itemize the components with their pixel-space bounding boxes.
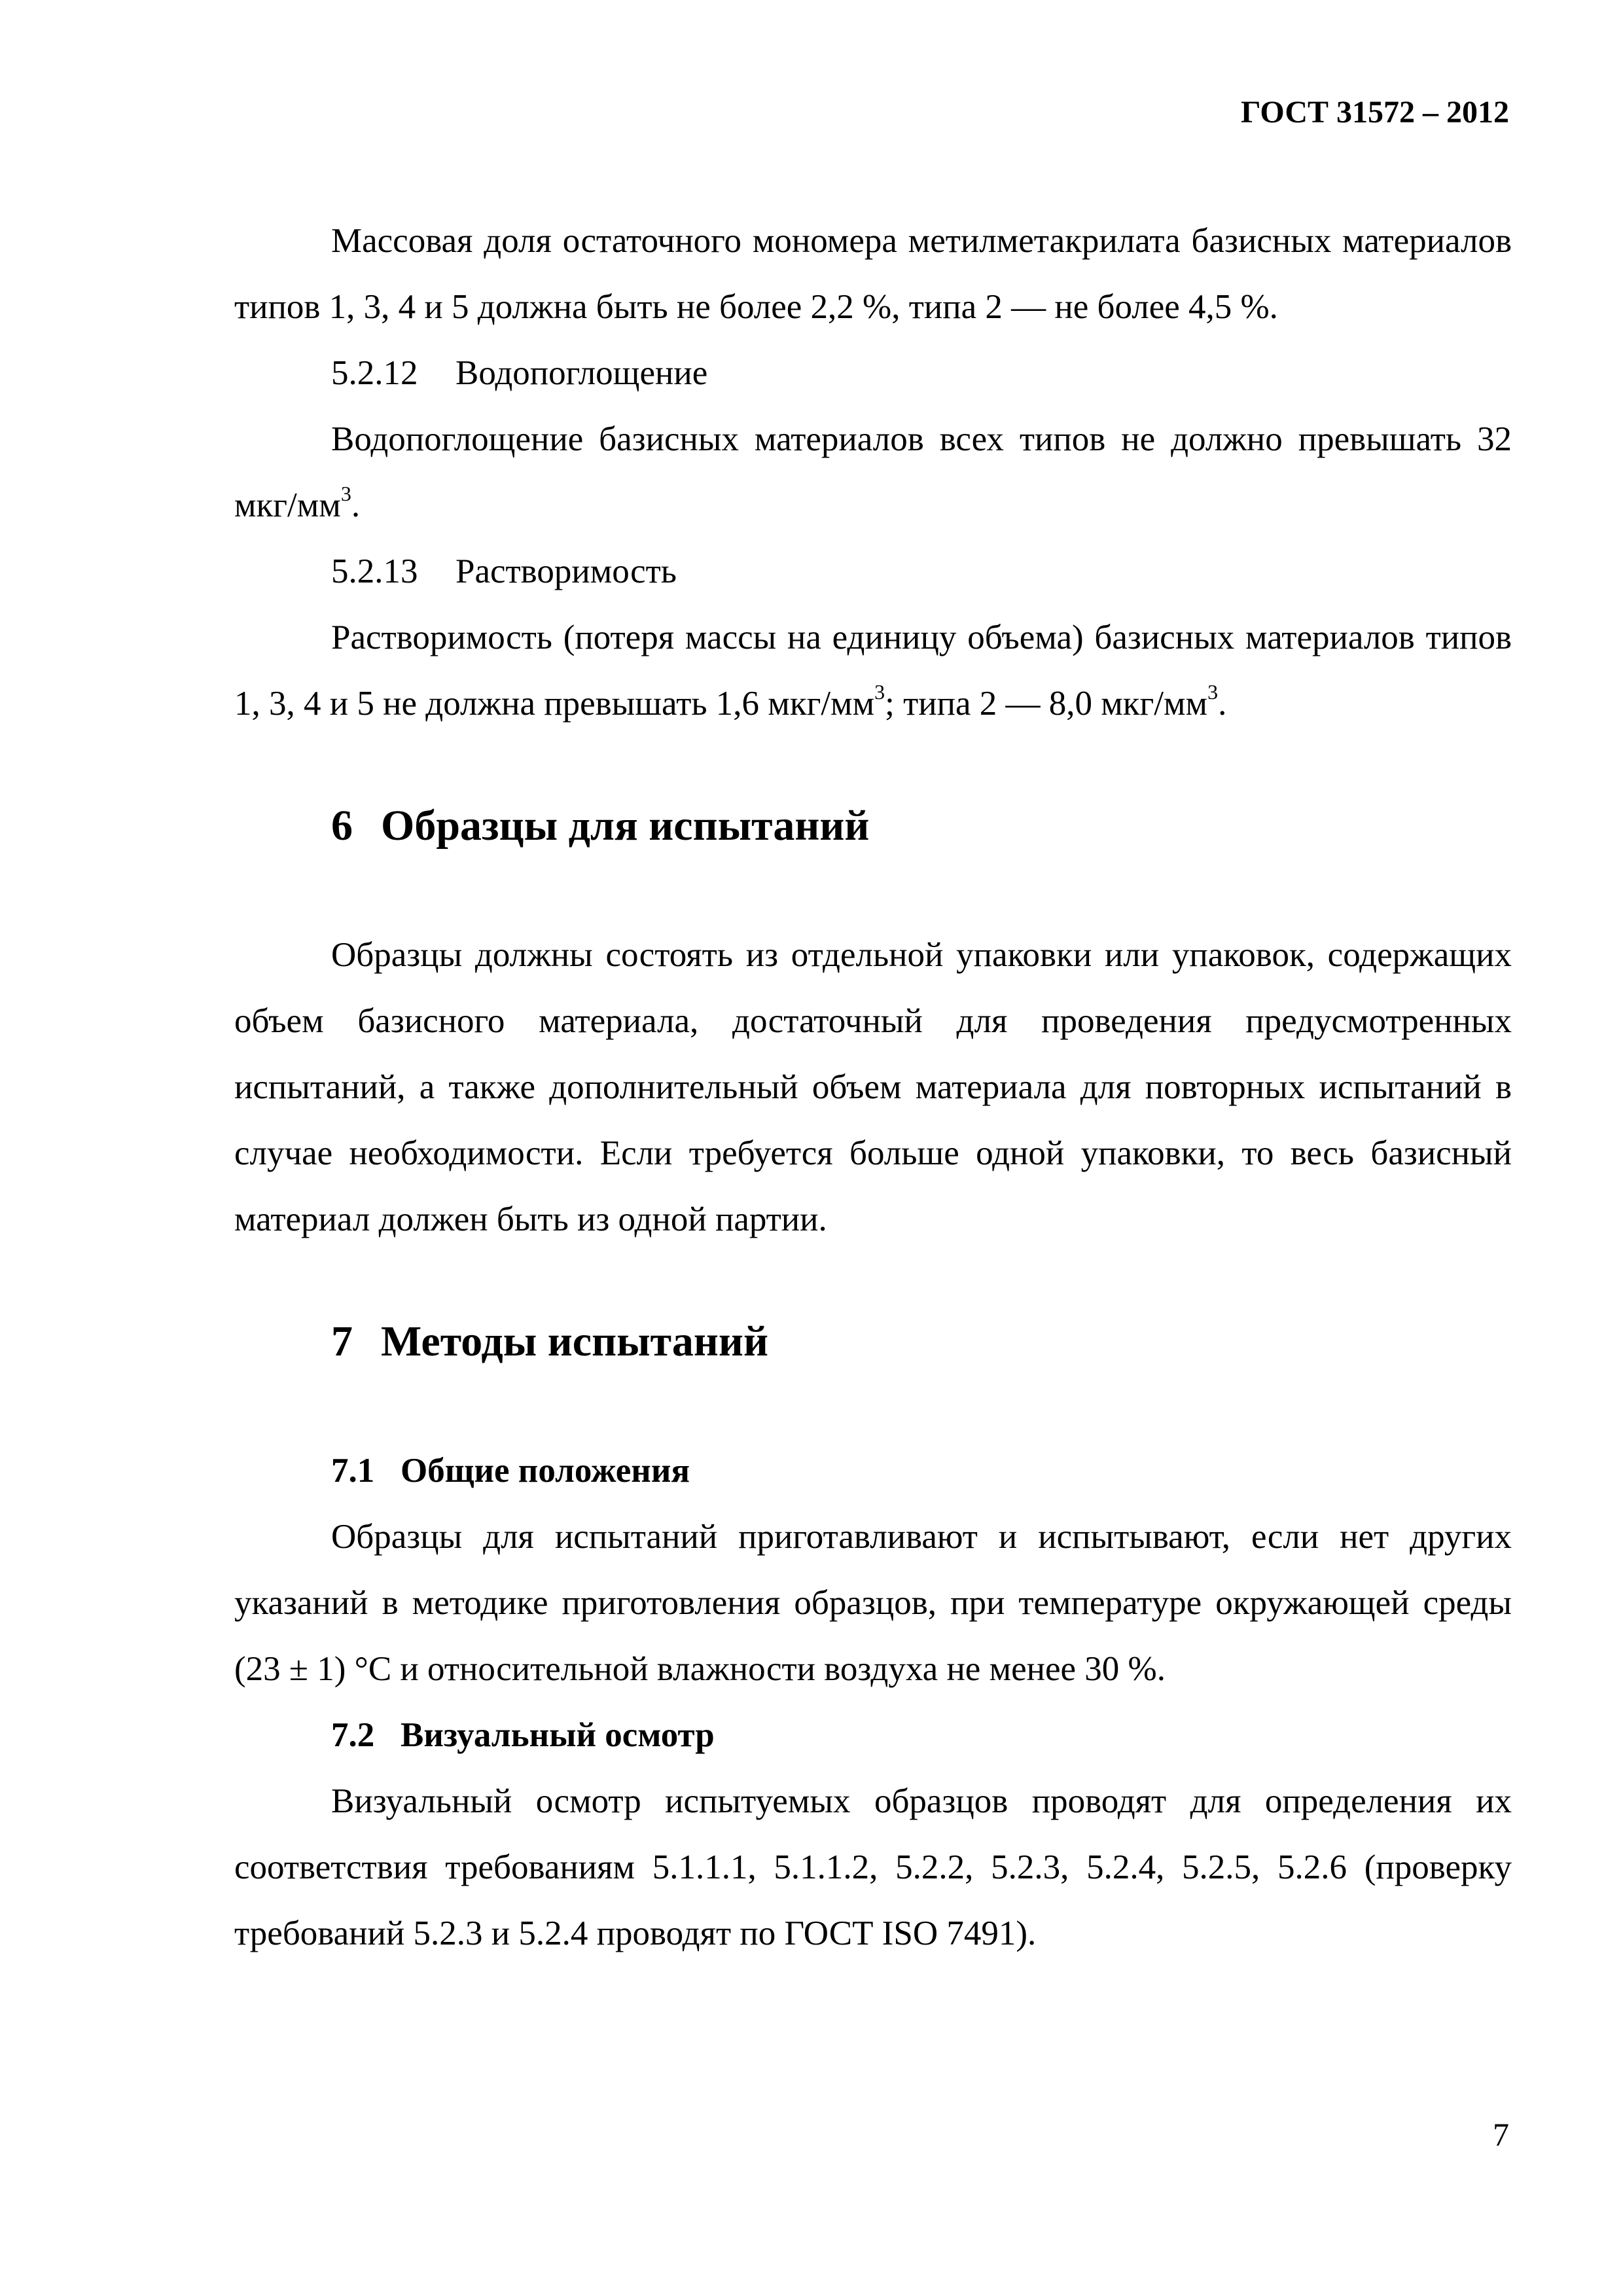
section-heading-6 — [234, 800, 1512, 852]
document-body — [234, 208, 1512, 1967]
paragraph-samples: Образцы должны состоять из отдельной упаковки или упаковок, содержащих объем базисного материала, достаточный для проведения предусмотренных испытаний, а также дополнительный объем материала для повторных испытаний в случае необходимости. Если требуется больше одной упаковки, то весь базисный материал должен быть из одной партии. — [234, 936, 1512, 1239]
subsection-title: Общие положения — [401, 1452, 690, 1490]
page-number: 7 — [1493, 2116, 1509, 2153]
paragraph-residual-monomer: Массовая доля остаточного мономера метилметакрилата базисных материалов типов 1, 3, 4 и 5 должна быть не более 2,2 %, типа 2 — не более 4,5 %. — [234, 222, 1512, 326]
paragraph-general-conditions: Образцы для испытаний приготавливают и испытывают, если нет других указаний в методике приготовления образцов, при температуре окружающей среды (23 ± 1) °С и относительной влажности воздуха не менее 30 %. — [234, 1518, 1512, 1689]
document-header-standard: ГОСТ 31572 – 2012 — [1241, 95, 1509, 130]
superscript: 3 — [340, 482, 351, 505]
subsection-5-2-12 — [234, 340, 1512, 406]
superscript: 3 — [1207, 680, 1219, 704]
subsection-heading-7-2 — [234, 1702, 1512, 1768]
subsection-title: Визуальный осмотр — [401, 1716, 715, 1755]
section-title: Образцы для испытаний — [381, 802, 870, 850]
subsection-number: 7.2 — [331, 1716, 375, 1755]
subsection-number: 5.2.13 — [331, 552, 418, 590]
superscript: 3 — [874, 680, 885, 704]
section-heading-7 — [234, 1316, 1512, 1367]
paragraph-water-absorption — [234, 406, 1512, 539]
section-number: 6 — [331, 802, 353, 850]
paragraph-text: Водопоглощение базисных материалов всех типов не должно превышать 32 мкг/мм — [234, 420, 1512, 524]
paragraph-text: . — [1218, 685, 1227, 723]
subsection-number: 5.2.12 — [331, 354, 418, 392]
section-number: 7 — [331, 1318, 353, 1366]
section-title: Методы испытаний — [381, 1318, 768, 1366]
paragraph-text: . — [351, 486, 361, 524]
paragraph-text: Растворимость (потеря массы на единицу объема) базисных материалов типов 1, 3, 4 и 5 не должна превышать 1,6 мкг/мм — [234, 619, 1512, 723]
subsection-title: Водопоглощение — [455, 354, 708, 392]
paragraph-text: ; типа 2 — 8,0 мкг/мм — [885, 685, 1208, 723]
paragraph-visual-inspection: Визуальный осмотр испытуемых образцов проводят для определения их соответствия требованиям 5.1.1.1, 5.1.1.2, 5.2.2, 5.2.3, 5.2.4, 5.2.5, 5.2.6 (проверку требований 5.2.3 и 5.2.4 проводят по ГОСТ ISO 7491). — [234, 1782, 1512, 1953]
paragraph-solubility — [234, 605, 1512, 737]
subsection-title: Растворимость — [455, 552, 677, 590]
subsection-number: 7.1 — [331, 1452, 375, 1490]
subsection-heading-7-1 — [234, 1438, 1512, 1504]
subsection-5-2-13 — [234, 539, 1512, 605]
